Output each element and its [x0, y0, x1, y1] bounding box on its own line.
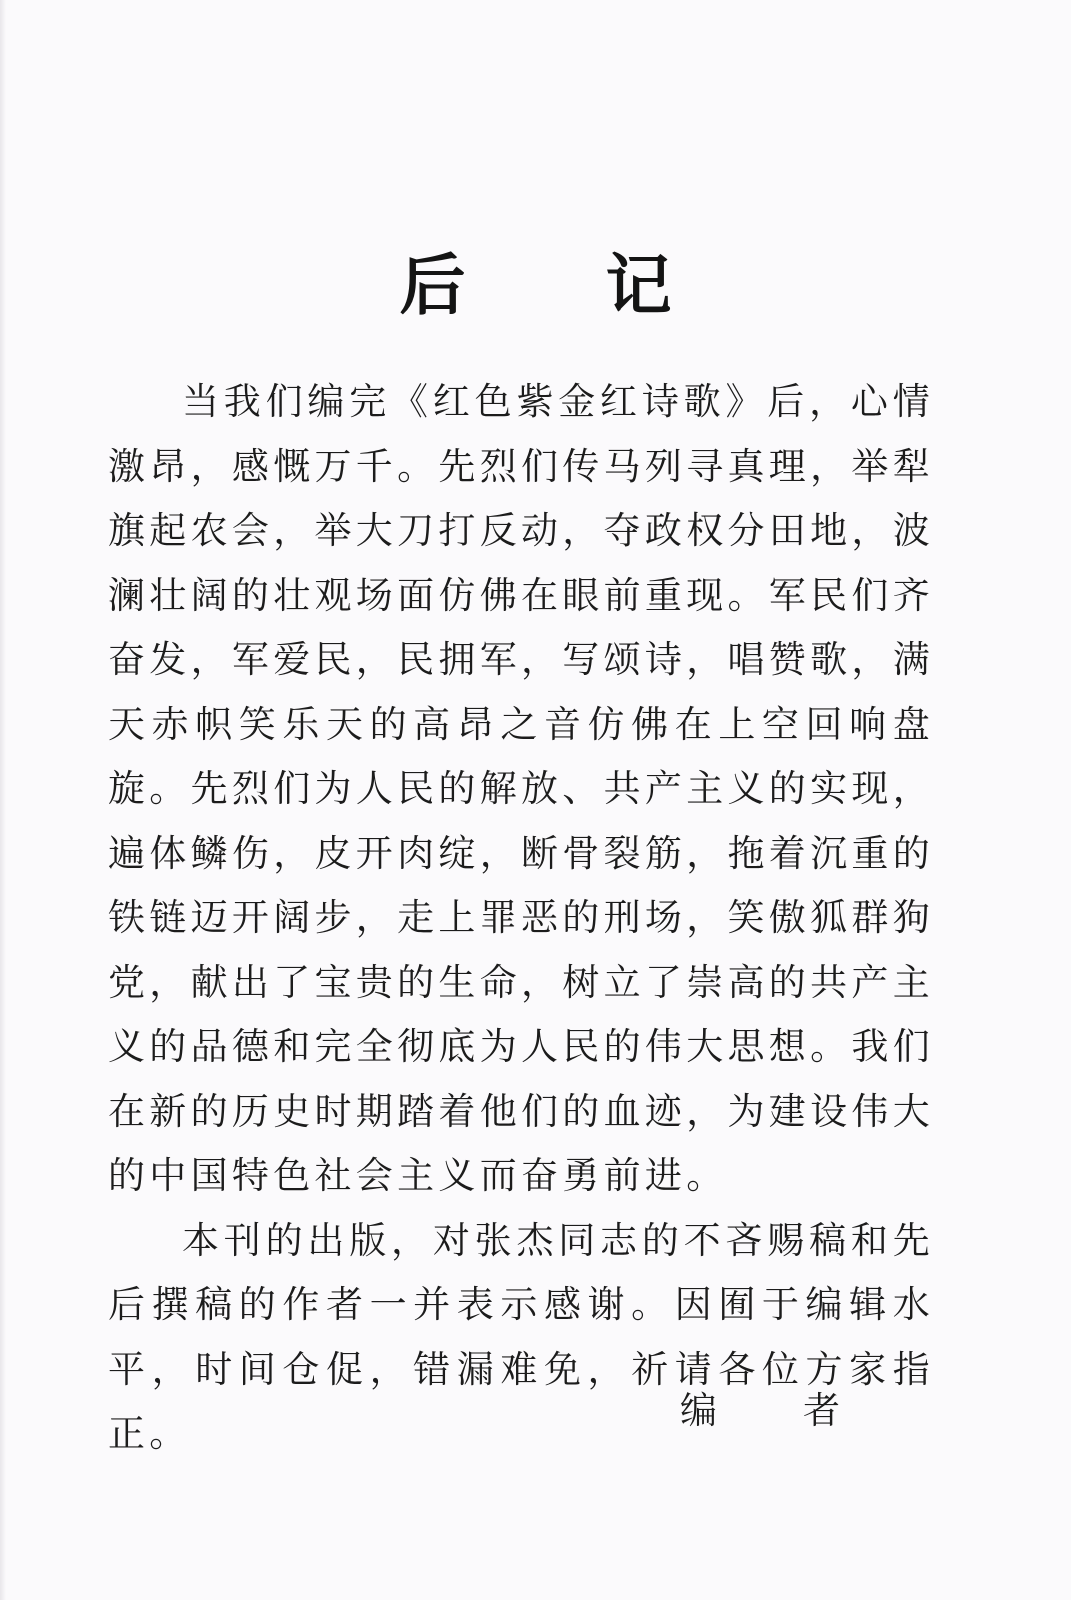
paragraph-1: 当我们编完《红色紫金红诗歌》后，心情激昂，感慨万千。先烈们传马列寻真理，举犁旗起农会，举大刀打反动，夺政权分田地，波澜壮阔的壮观场面仿佛在眼前重现。军民们齐奋发，军爱民，民拥军，写颂诗，唱赞歌，满天赤帜笑乐天的高昂之音仿佛在上空回响盘旋。先烈们为人民的解放、共产主义的实现，遍体鳞伤，皮开肉绽，断骨裂筋，拖着沉重的铁链迈开阔步，走上罪恶的刑场，笑傲狐群狗党，献出了宝贵的生命，树立了崇高的共产主义的品德和完全彻底为人民的伟大思想。我们在新的历史时期踏着他们的血迹，为建设伟大的中国特色社会主义而奋勇前进。: [108, 380, 934, 1197]
title-char-1: 后: [399, 246, 466, 324]
page-title: [0, 240, 1071, 330]
signature-char-2: 者: [803, 1389, 840, 1432]
afterword-body: [108, 370, 934, 1467]
paragraph-2: 本刊的出版，对张杰同志的不吝赐稿和先后撰稿的作者一并表示感谢。因囿于编辑水平，时间仓促，错漏难免，祈请各位方家指正。: [108, 1218, 934, 1455]
signature-char-1: 编: [680, 1389, 717, 1432]
title-char-2: 记: [605, 246, 672, 324]
editor-signature: [680, 1386, 840, 1436]
